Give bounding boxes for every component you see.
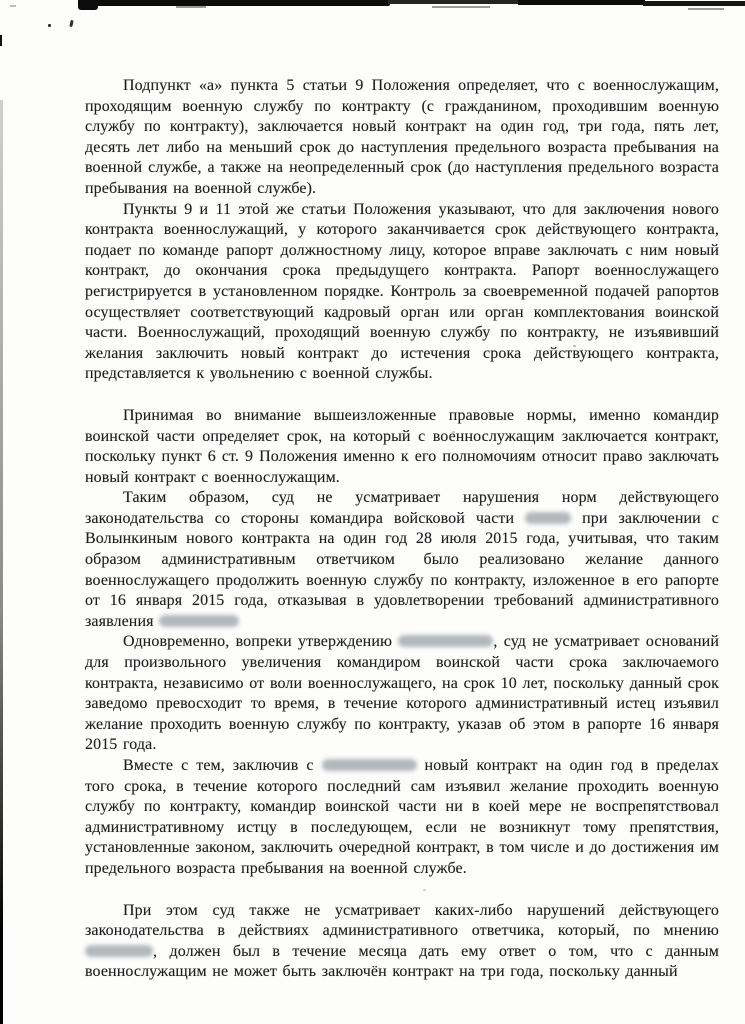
scan-artifact-dash bbox=[176, 6, 206, 8]
text-run: При этом суд также не усматривает каких-либо нарушений действующего законодательства в действиях административного ответчика, который, по мнению bbox=[85, 901, 719, 940]
scan-artifact-left-edge bbox=[0, 35, 2, 46]
text-run: , суд не усматривает оснований для произвольного увеличения командиром воинской части срока заключаемого контракта, независимо от воли военнослужащего, на срок 10 лет, поскольку данный срок заведомо превосходит то время, в течение которого административный истец изъявил желание проходить военную службу по контракту, указав об этом в рапорте 16 января 2015 года. bbox=[85, 633, 719, 754]
text-run: Вместе с тем, заключив с bbox=[123, 757, 322, 774]
scan-artifact-speck bbox=[10, 5, 16, 7]
scan-artifact-dash bbox=[688, 8, 724, 10]
scan-artifact-left-edge bbox=[0, 100, 3, 1024]
redacted-applicant-name bbox=[398, 635, 493, 647]
redacted-applicant-name bbox=[85, 945, 153, 957]
scan-artifact-top-edge bbox=[78, 0, 98, 10]
scan-artifact-top-edge bbox=[643, 1, 745, 6]
scan-artifact-dash bbox=[432, 6, 490, 8]
paragraph bbox=[85, 488, 719, 632]
text-run: , должен был в течение месяца дать ему ответ о том, что с данным военнослужащим не может быть заключён контракт на три года, поскольку данный bbox=[85, 942, 719, 981]
paragraph bbox=[85, 76, 719, 200]
paragraph bbox=[85, 406, 719, 488]
paragraph bbox=[85, 901, 719, 983]
text-run: Подпункт «а» пункта 5 статьи 9 Положения определяет, что с военнослужащим, проходящим военную службу по контракту (с гражданином, проходившим военную службу по контракту), заключается новый контракт на один год, три года, пять лет, десять лет либо на меньший срок до наступления предельного возраста пребывания на военной службе, а также на неопределенный срок (до наступления предельного возраста пребывания на военной службе). bbox=[85, 77, 719, 197]
paragraph bbox=[85, 756, 719, 880]
scan-artifact-speck bbox=[69, 20, 73, 27]
document-body bbox=[85, 76, 719, 983]
redacted-unit-number bbox=[525, 512, 571, 524]
redacted-applicant-name bbox=[159, 615, 239, 627]
paragraph bbox=[85, 632, 719, 756]
text-run: новый контракт на один год в пределах того срока, в течение которого последний сам изъявил желание проходить военную службу по контракту, командир воинской части ни в коей мере не воспрепятствовал административному истцу в последующем, если не возникнут тому препятствия, установленные законом, заключить очередной контракт, в том числе и до достижения им предельного возраста пребывания на военной службе. bbox=[85, 757, 719, 877]
redacted-applicant-name bbox=[322, 759, 417, 771]
text-run: Пункты 9 и 11 этой же статьи Положения указывают, что для заключения нового контракта военнослужащий, у которого заканчивается срок действующего контракта, подает по команде рапорт должностному лицу, которое вправе заключать с ним новый контракт, до окончания срока предыдущего контракта. Рапорт военнослужащего регистрируется в установленном порядке. Контроль за своевременной подачей рапортов осуществляет соответствующий кадровый орган или орган комплектования воинской части. Военнослужащий, проходящий военную службу по контракту, не изъявивший желания заключить новый контракт до истечения срока действующего контракта, представляется к увольнению с военной службы. bbox=[85, 200, 719, 383]
scan-artifact-top-edge bbox=[388, 0, 520, 4]
text-run: Таким образом, суд не усматривает нарушения норм действующего законодательства со стороны командира войсковой части bbox=[85, 489, 719, 527]
text-run: Принимая во внимание вышеизложенные правовые нормы, именно командир воинской части определяет срок, на который с военнослужащим заключается контракт, поскольку пункт 6 ст. 9 Положения именно к его полномочиям относит право заключать новый контракт с военнослужащим. bbox=[85, 406, 719, 486]
text-run: Одновременно, вопреки утверждению bbox=[123, 633, 399, 651]
text-run: при заключении с Волынкиным нового контракта на один год 28 июля 2015 года, учитывая, что таким образом административным ответчиком было реализовано желание данного военнослужащего продолжить военную службу по контракту, изложенное в его рапорте от 16 января 2015 года, отказывая в удовлетворении требований административного заявления bbox=[85, 509, 719, 630]
scan-artifact-top-edge bbox=[78, 0, 390, 6]
scan-artifact-speck bbox=[48, 24, 51, 27]
paragraph bbox=[85, 200, 719, 385]
scan-artifact-top-edge bbox=[518, 0, 645, 5]
